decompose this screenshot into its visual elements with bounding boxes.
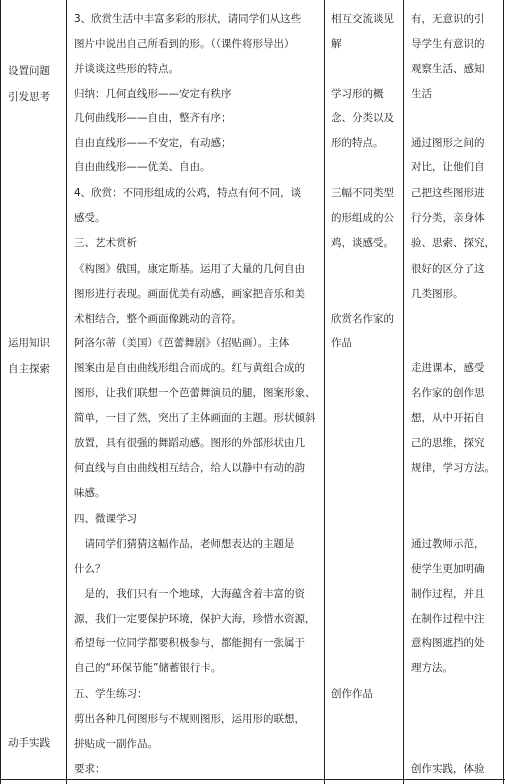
teacher-text-line-19: 味感。 [74, 487, 106, 499]
teacher-text-line-1: 图片中说出自己所看到的形。（（课件将形导出） [74, 38, 295, 50]
intent-text-line-1: 导学生有意识的 [411, 38, 485, 50]
intent-text-line-7: 行分类，亲身体 [411, 212, 485, 224]
teacher-text-line-20: 四、微课学习 [74, 513, 137, 525]
intent-text-line-13: 想，从中开拓自 [411, 412, 485, 424]
student-text-line-5: 三幅不同类型 [331, 187, 394, 199]
column-divider-2 [324, 0, 325, 784]
teacher-text-line-28: 剪出各种几何图形与不规则图形，运用形的联想， [74, 713, 305, 725]
stage-label-1: 引发思考 [8, 91, 50, 103]
teacher-text-line-21: 请同学们猜猜这幅作品，老师想表达的主题是 [74, 538, 295, 550]
intent-text-line-3: 生活 [411, 88, 432, 100]
table-row-bottom [0, 779, 505, 780]
intent-text-line-14: 己的思维，探究 [411, 437, 485, 449]
teacher-text-line-11: 图形进行表现。画面优美有动感，画家把音乐和美 [74, 288, 305, 300]
teacher-text-line-23: 是的，我们只有一个地球，大海蕴含着丰富的资 [74, 588, 305, 600]
teacher-text-line-27: 五、学生练习： [74, 688, 148, 700]
teacher-text-line-0: 3、欣赏生活中丰富多彩的形状，请同学们从这些 [74, 13, 302, 25]
intent-text-line-16: 通过教师示范， [411, 538, 485, 550]
teacher-text-line-24: 源，我们一定要保护环境，保护大海，珍惜水资源， [74, 613, 316, 625]
intent-text-line-11: 走进课本，感受 [411, 362, 485, 374]
teacher-text-line-7: 4、欣赏：不同形组成的公鸡，特点有何不同，谈 [74, 187, 302, 199]
student-text-line-3: 念、分类以及 [331, 112, 394, 124]
student-text-line-6: 的形组成的公 [331, 212, 394, 224]
teacher-text-line-17: 放置，具有很强的舞蹈动感。图形的外部形状由几 [74, 437, 305, 449]
intent-text-line-17: 使学生更加明确 [411, 563, 485, 575]
intent-text-line-5: 对比，让他们自 [411, 161, 485, 173]
teacher-text-line-6: 自由曲线形——优美、自由。 [74, 161, 211, 173]
teacher-text-line-30: 要求： [74, 763, 106, 775]
table-border-right [503, 0, 504, 784]
teacher-text-line-16: 简单，一目了然，突出了主体画面的主题。形状倾斜 [74, 412, 316, 424]
student-text-line-10: 创作作品 [331, 688, 373, 700]
teacher-text-line-22: 什么？ [74, 563, 106, 575]
stage-label-3: 自主探索 [8, 363, 50, 375]
stage-label-0: 设置问题 [8, 65, 50, 77]
teacher-text-line-8: 感受。 [74, 212, 106, 224]
student-text-line-7: 鸡，谈感受。 [331, 237, 394, 249]
teacher-text-line-29: 拼贴成一副作品。 [74, 738, 158, 750]
teacher-text-line-9: 三、艺术赏析 [74, 237, 137, 249]
intent-text-line-9: 很好的区分了这 [411, 263, 485, 275]
stage-label-4: 动手实践 [8, 737, 50, 749]
student-text-line-1: 解 [331, 38, 342, 50]
intent-text-line-0: 有，无意识的引 [411, 13, 485, 25]
stage-label-2: 运用知识 [8, 337, 50, 349]
teacher-text-line-18: 何直线与自由曲线相互结合，给人以静中有动的韵 [74, 462, 305, 474]
table-border-left [0, 0, 1, 784]
intent-text-line-6: 己把这些图形进 [411, 187, 485, 199]
intent-text-line-22: 创作实践，体验 [411, 763, 485, 775]
teacher-text-line-14: 图案由是自由曲线形组合而成的。红与黄组合成的 [74, 362, 305, 374]
student-text-line-8: 欣赏名作家的 [331, 313, 394, 325]
intent-text-line-19: 在制作过程中注 [411, 613, 485, 625]
teacher-text-line-4: 几何曲线形——自由，整齐有序； [74, 112, 232, 124]
student-text-line-4: 形的特点。 [331, 137, 384, 149]
intent-text-line-4: 通过图形之间的 [411, 137, 485, 149]
intent-text-line-18: 制作过程，并且 [411, 588, 485, 600]
intent-text-line-20: 意构图遮挡的处 [411, 637, 485, 649]
student-text-line-9: 作品 [331, 337, 352, 349]
column-divider-1 [66, 0, 67, 784]
teacher-text-line-2: 并谈谈这些形的特点。 [74, 63, 179, 75]
teacher-text-line-3: 归纳：几何直线形——安定有秩序 [74, 88, 232, 100]
intent-text-line-8: 验、思索、探究， [411, 237, 495, 249]
teacher-text-line-10: 《构图》俄国，康定斯基。运用了大量的几何自由 [74, 263, 305, 275]
intent-text-line-10: 几类图形。 [411, 288, 464, 300]
intent-text-line-2: 观察生活、感知 [411, 63, 485, 75]
student-text-line-0: 相互交流谈见 [331, 13, 394, 25]
teacher-text-line-12: 术相结合，整个画面像跳动的音符。 [74, 313, 242, 325]
teacher-text-line-5: 自由直线形——不安定，有动感； [74, 137, 232, 149]
teacher-text-line-26: 自己的“环保节能”储蓄银行卡。 [74, 662, 222, 674]
intent-text-line-21: 理方法。 [411, 662, 453, 674]
student-text-line-2: 学习形的概 [331, 88, 384, 100]
teacher-text-line-13: 阿洛尔蒂（美国）《芭蕾舞剧》（招贴画）。主体 [74, 337, 290, 349]
intent-text-line-12: 名作家的创作思 [411, 387, 485, 399]
teacher-text-line-15: 图形，让我们联想一个芭蕾舞演员的腿，图案形象、 [74, 387, 316, 399]
column-divider-3 [403, 0, 404, 784]
intent-text-line-15: 规律，学习方法。 [411, 462, 495, 474]
teacher-text-line-25: 希望每一位同学都要积极参与，都能拥有一张属于 [74, 637, 305, 649]
